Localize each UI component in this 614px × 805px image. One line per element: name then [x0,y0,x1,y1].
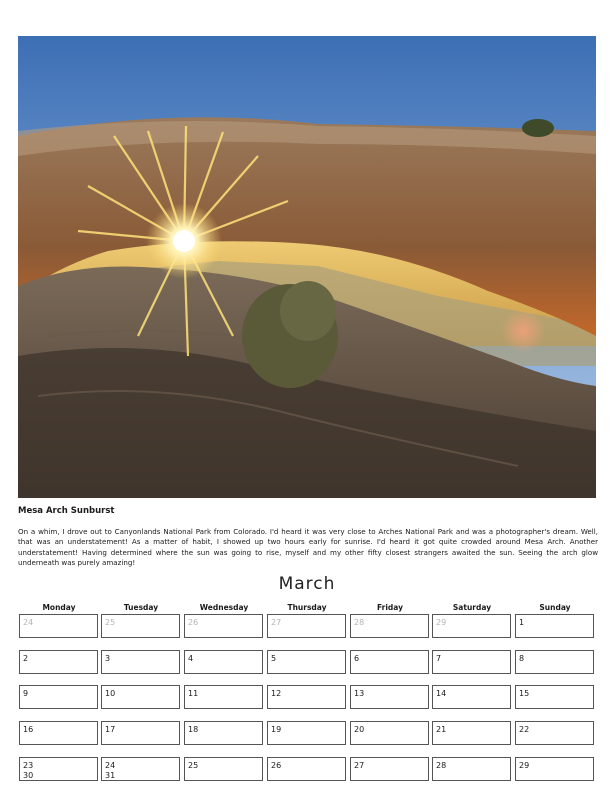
day-number: 28 [436,761,447,770]
day-number: 29 [436,618,447,627]
day-cell[interactable] [350,721,429,745]
day-number: 31 [105,771,116,780]
day-cell[interactable] [19,721,98,745]
day-number: 24 [23,618,34,627]
day-number: 9 [23,689,29,698]
weekday-header: Sunday [539,603,571,612]
day-cell[interactable] [267,650,346,674]
day-number: 6 [354,654,360,663]
day-cell[interactable] [432,614,511,638]
day-number: 14 [436,689,447,698]
mesa-arch-illustration [18,36,596,498]
day-cell[interactable] [101,685,180,709]
day-cell[interactable] [184,757,263,781]
day-number: 22 [519,725,530,734]
weekday-header: Wednesday [199,603,249,612]
day-cell[interactable] [515,721,594,745]
weekday-header: Friday [376,603,403,612]
photo-title: Mesa Arch Sunburst [18,506,115,516]
day-cell[interactable] [267,614,346,638]
day-number: 7 [436,654,442,663]
day-number: 26 [271,761,282,770]
day-cell[interactable] [184,685,263,709]
day-cell[interactable] [267,721,346,745]
weekday-header: Thursday [287,603,327,612]
day-cell[interactable] [515,685,594,709]
month-title: March [278,574,336,594]
day-number: 27 [354,761,365,770]
day-cell[interactable] [184,721,263,745]
day-cell[interactable] [350,685,429,709]
day-cell[interactable] [19,757,98,781]
day-number: 27 [271,618,282,627]
day-number: 21 [436,725,447,734]
day-cell[interactable] [432,685,511,709]
weekday-header: Tuesday [123,603,159,612]
day-cell[interactable] [432,721,511,745]
day-cell[interactable] [267,685,346,709]
photo-description: On a whim, I drove out to Canyonlands National Park from Colorado. I'd heard it was very close to Arches National Park and was a photographer's dream. Well, that was an understatement! As a matter of habit, I showed up two hours early for sunrise. I'd heard it got quite crowded around Mesa Arch. Another understatement! Having determined where the sun was going to rise, myself and my other fifty closest strangers awaited the sun. Seeing the arch glow underneath was purely amazing! [18,527,598,567]
day-number: 15 [519,689,530,698]
day-number: 10 [105,689,116,698]
mesa-arch-photo [18,36,596,498]
day-number: 13 [354,689,365,698]
day-number: 17 [105,725,116,734]
day-number: 28 [354,618,365,627]
day-number: 24 [105,761,116,770]
day-cell[interactable] [101,757,180,781]
day-cell[interactable] [350,650,429,674]
day-cell[interactable] [432,757,511,781]
day-cell[interactable] [515,757,594,781]
day-cell[interactable] [515,614,594,638]
day-number: 3 [105,654,111,663]
day-number: 5 [271,654,277,663]
day-number: 11 [188,689,199,698]
day-cell[interactable] [350,614,429,638]
day-cell[interactable] [184,650,263,674]
day-number: 19 [271,725,282,734]
day-cell[interactable] [432,650,511,674]
day-cell[interactable] [515,650,594,674]
day-cell[interactable] [101,721,180,745]
day-cell[interactable] [101,614,180,638]
day-cell[interactable] [350,757,429,781]
day-number: 25 [105,618,116,627]
day-number: 16 [23,725,34,734]
day-number: 8 [519,654,525,663]
day-cell[interactable] [101,650,180,674]
day-number: 29 [519,761,530,770]
day-number: 2 [23,654,29,663]
day-number: 26 [188,618,199,627]
day-number: 25 [188,761,199,770]
day-cell[interactable] [184,614,263,638]
day-number: 30 [23,771,34,780]
weekday-header: Monday [42,603,76,612]
day-cell[interactable] [19,614,98,638]
day-number: 4 [188,654,194,663]
day-number: 18 [188,725,199,734]
day-number: 23 [23,761,34,770]
day-cell[interactable] [19,650,98,674]
day-cell[interactable] [19,685,98,709]
day-cell[interactable] [267,757,346,781]
day-number: 1 [519,618,525,627]
day-number: 20 [354,725,365,734]
day-number: 12 [271,689,282,698]
weekday-header: Saturday [452,603,492,612]
